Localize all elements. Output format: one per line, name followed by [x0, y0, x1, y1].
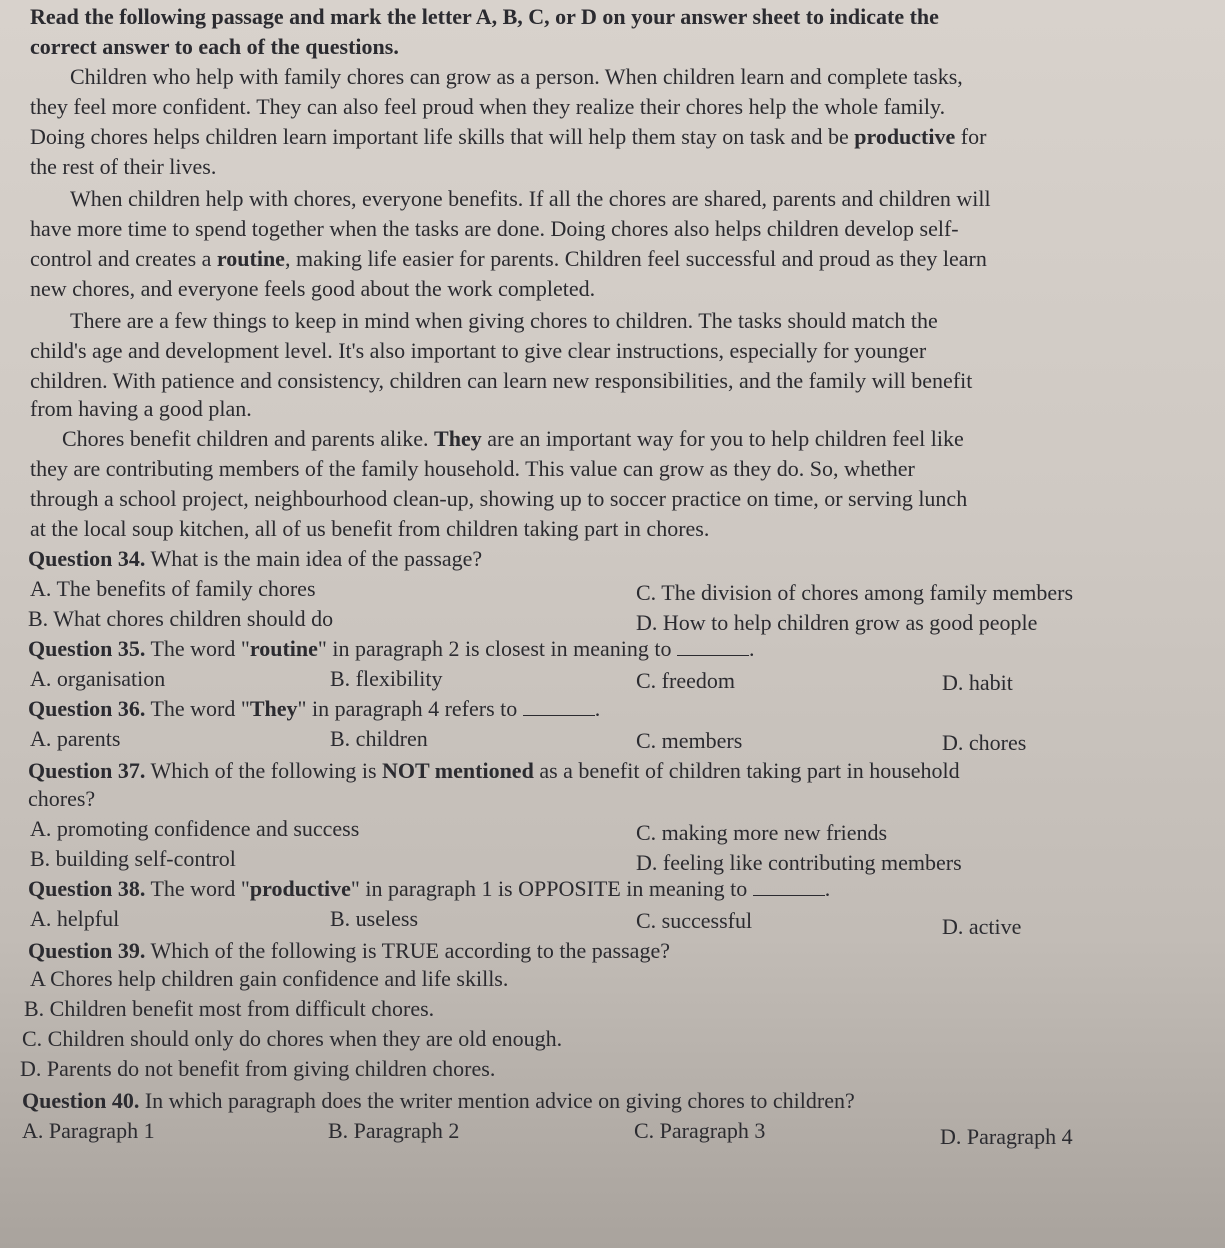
instructions-line-1: Read the following passage and mark the letter A, B, C, or D on your answer sheet to indicate the: [30, 4, 939, 29]
q38-option-a[interactable]: A. helpful: [30, 906, 120, 931]
answer-blank: [677, 637, 749, 656]
passage-p1-line-3: Doing chores helps children learn important life skills that will help them stay on task and be productive for: [30, 124, 987, 149]
q34-option-a[interactable]: A. The benefits of family chores: [30, 576, 316, 601]
q35-option-b[interactable]: B. flexibility: [330, 666, 443, 691]
q40-option-b[interactable]: B. Paragraph 2: [328, 1118, 460, 1143]
passage-p2-line-2: have more time to spend together when the tasks are done. Doing chores also helps children develop self-: [30, 216, 959, 241]
q39-option-a[interactable]: A Chores help children gain confidence and life skills.: [30, 966, 509, 991]
q37-option-c[interactable]: C. making more new friends: [636, 820, 888, 845]
q34-option-d[interactable]: D. How to help children grow as good people: [636, 610, 1038, 635]
keyword-routine: routine: [216, 246, 285, 271]
q34-option-b[interactable]: B. What chores children should do: [28, 606, 334, 631]
q35-option-a[interactable]: A. organisation: [30, 666, 166, 691]
passage-p3-line-2: child's age and development level. It's also important to give clear instructions, especially for younger: [30, 338, 927, 363]
passage-p4-line-4: at the local soup kitchen, all of us benefit from children taking part in chores.: [30, 516, 710, 541]
q40-option-d[interactable]: D. Paragraph 4: [940, 1124, 1073, 1149]
q37-option-d[interactable]: D. feeling like contributing members: [636, 850, 962, 875]
q40-option-a[interactable]: A. Paragraph 1: [22, 1118, 155, 1143]
q38-option-d[interactable]: D. active: [942, 914, 1022, 939]
passage-p1-line-1: Children who help with family chores can grow as a person. When children learn and complete tasks,: [70, 64, 963, 89]
q39-option-b[interactable]: B. Children benefit most from difficult chores.: [24, 996, 435, 1021]
q36-option-a[interactable]: A. parents: [30, 726, 121, 751]
q35-option-d[interactable]: D. habit: [942, 670, 1013, 695]
q36-option-b[interactable]: B. children: [330, 726, 428, 751]
question-40: Question 40. In which paragraph does the writer mention advice on giving chores to children?: [22, 1088, 855, 1113]
passage-p4-line-1: Chores benefit children and parents alike. They are an important way for you to help children feel like: [62, 426, 964, 451]
passage-p2-line-1: When children help with chores, everyone benefits. If all the chores are shared, parents and children will: [70, 186, 991, 211]
question-39: Question 39. Which of the following is TRUE according to the passage?: [28, 938, 670, 963]
passage-p4-line-3: through a school project, neighbourhood clean-up, showing up to soccer practice on time, or serving lunch: [30, 486, 968, 511]
passage-p3-line-4: from having a good plan.: [30, 396, 252, 421]
question-37-line-2: chores?: [28, 786, 96, 811]
instructions-line-2: correct answer to each of the questions.: [30, 34, 399, 59]
question-34: Question 34. What is the main idea of the passage?: [28, 546, 483, 571]
passage-p2-line-3: control and creates a routine, making life easier for parents. Children feel successful and proud as they learn: [30, 246, 987, 271]
q38-option-c[interactable]: C. successful: [636, 908, 753, 933]
keyword-they: They: [434, 426, 482, 451]
question-38: Question 38. The word "productive" in paragraph 1 is OPPOSITE in meaning to .: [28, 876, 831, 901]
q36-option-c[interactable]: C. members: [636, 728, 743, 753]
passage-p1-line-2: they feel more confident. They can also feel proud when they realize their chores help the whole family.: [30, 94, 946, 119]
q37-option-b[interactable]: B. building self-control: [30, 846, 236, 871]
q39-option-c[interactable]: C. Children should only do chores when they are old enough.: [22, 1026, 563, 1051]
passage-p1-line-4: the rest of their lives.: [30, 154, 217, 179]
question-36: Question 36. The word "They" in paragraph 4 refers to .: [28, 696, 601, 721]
q36-option-d[interactable]: D. chores: [942, 730, 1027, 755]
passage-p2-line-4: new chores, and everyone feels good about the work completed.: [30, 276, 596, 301]
passage-p4-line-2: they are contributing members of the family household. This value can grow as they do. So, whether: [30, 456, 915, 481]
q34-option-c[interactable]: C. The division of chores among family members: [636, 580, 1074, 605]
q38-option-b[interactable]: B. useless: [330, 906, 418, 931]
question-37: Question 37. Which of the following is NOT mentioned as a benefit of children taking part in household: [28, 758, 960, 783]
keyword-productive: productive: [854, 124, 956, 149]
q35-option-c[interactable]: C. freedom: [636, 668, 735, 693]
passage-p3-line-3: children. With patience and consistency, children can learn new responsibilities, and the family will benefit: [30, 368, 973, 393]
answer-blank: [753, 877, 825, 896]
passage-p3-line-1: There are a few things to keep in mind when giving chores to children. The tasks should match the: [70, 308, 938, 333]
q39-option-d[interactable]: D. Parents do not benefit from giving children chores.: [20, 1056, 496, 1081]
answer-blank: [523, 697, 595, 716]
question-35: Question 35. The word "routine" in paragraph 2 is closest in meaning to .: [28, 636, 755, 661]
q40-option-c[interactable]: C. Paragraph 3: [634, 1118, 766, 1143]
q37-option-a[interactable]: A. promoting confidence and success: [30, 816, 360, 841]
